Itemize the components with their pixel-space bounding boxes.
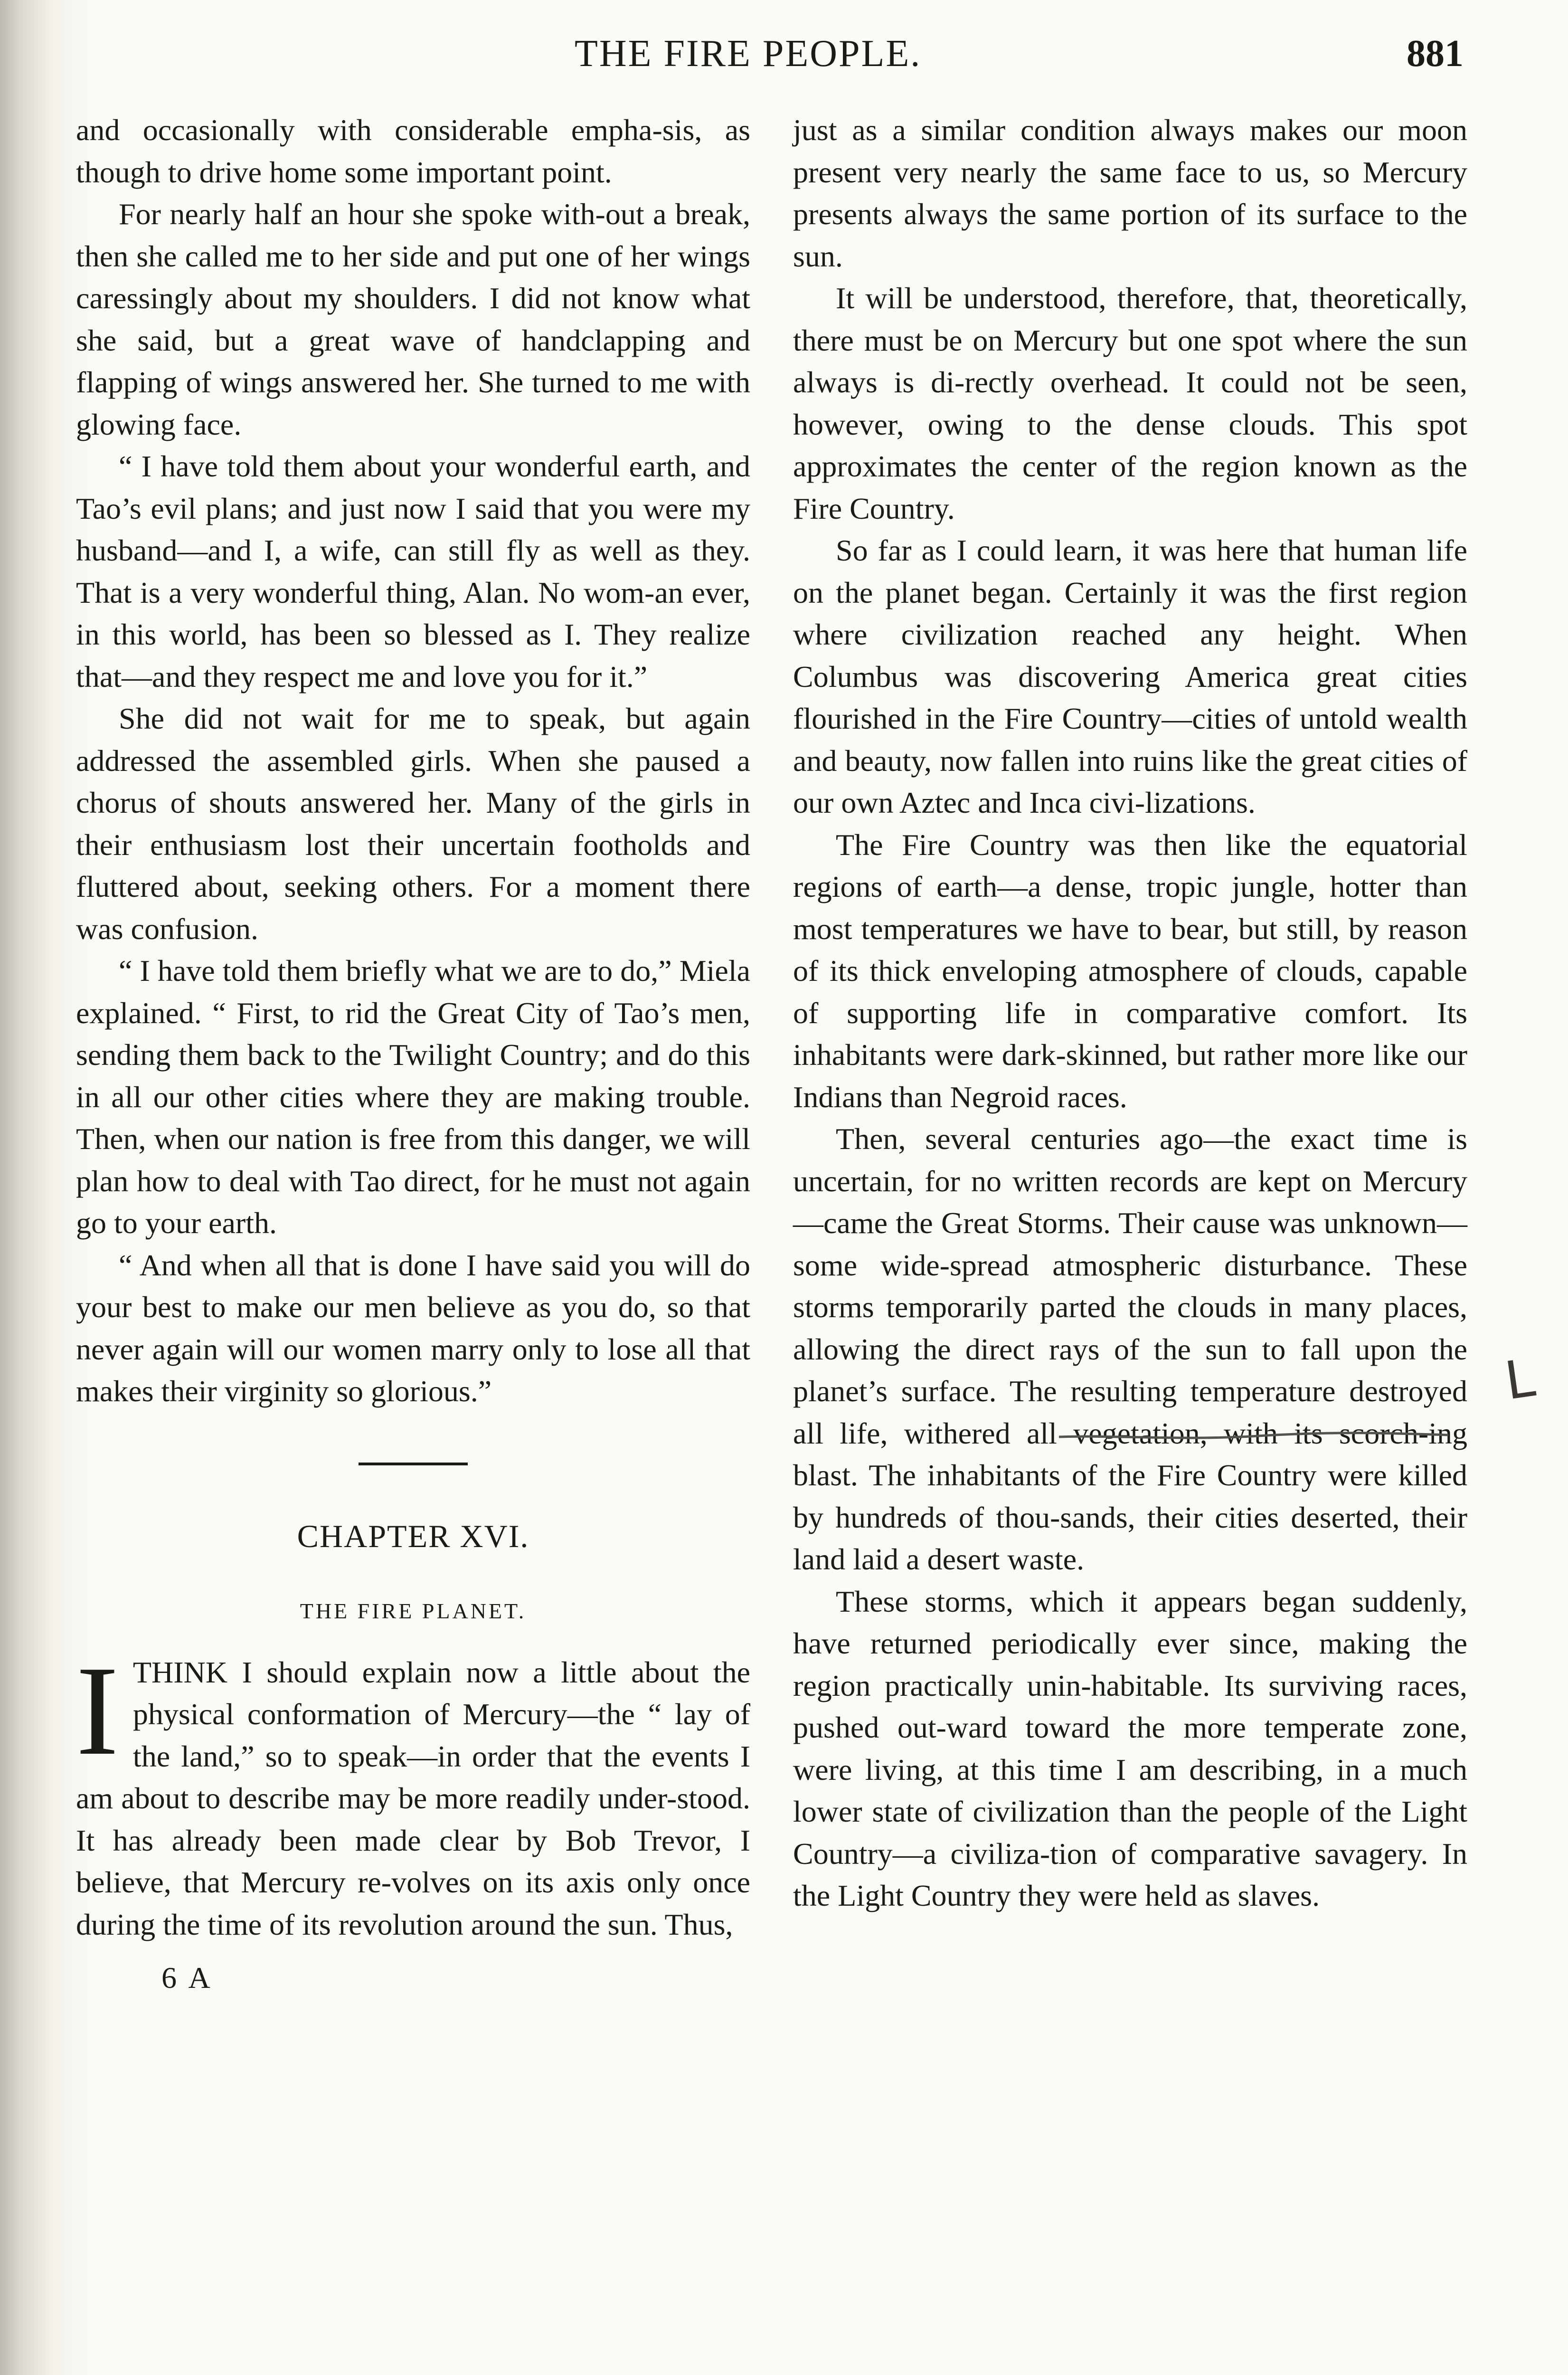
paragraph: So far as I could learn, it was here that human life on the planet began. Certainly it was the first region where civilization reached any height. When Columbus was discovering America great cities flourished in the Fire Country—cities of untold wealth and beauty, now fallen into ruins like the great cities of our own Aztec and Inca civi-lizations. (793, 533, 1467, 819)
paragraph: Then, several centuries ago—the exact time is uncertain, for no written records are kept on Mercury—came the Great Storms. Their cause was unknown—some wide-spread atmospheric disturbance. These storms temporarily parted the clouds in many places, allowing the direct rays of the sun to fall upon the planet’s surface. The resulting temperature destroyed all life, withered all vegetation, with its scorch-ing blast. The inhabitants of the Fire Country were killed by hundreds of thou-sands, their cities deserted, their land laid a desert waste. (793, 1122, 1467, 1576)
page-header (0, 28, 1568, 85)
running-head: THE FIRE PEOPLE. (575, 33, 922, 75)
page-number: 881 (1407, 33, 1464, 75)
chapter-title: CHAPTER XVI. (297, 1518, 529, 1554)
left-column (76, 109, 750, 1999)
paragraph: These storms, which it appears began suddenly, have returned periodically ever since, making the region practically unin-habitable. Its surviving races, pushed out-ward toward the more temperate zone, were living, at this time I am describing, in a much lower state of civilization than the people of the Light Country—a civiliza-tion of comparative savagery. In the Light Country they were held as slaves. (793, 1584, 1467, 1912)
paragraph-text: THINK I should explain now a little about the physical conformation of Mercury—the “ lay of the land,” so to speak—in order that the events I am about to describe may be more readily under-stood. It has already been made clear by Bob Trevor, I believe, that Mercury re-volves on its axis only once during the time of its revolution around the sun. Thus, (76, 1655, 750, 1941)
paragraph: She did not wait for me to speak, but again addressed the assembled girls. When she paused a chorus of shouts answered her. Many of the girls in their enthusiasm lost their uncertain footholds and fluttered about, seeking others. For a moment there was confusion. (76, 702, 750, 946)
paragraph: just as a similar condition always makes our moon present very nearly the same face to us, so Mercury presents always the same portion of its surface to the sun. (793, 113, 1467, 273)
chapter-subtitle: THE FIRE PLANET. (300, 1599, 527, 1623)
printer-signature-mark: 6 A (161, 1961, 213, 1995)
paragraph: The Fire Country was then like the equatorial regions of earth—a dense, tropic jungle, hotter than most temperatures we have to bear, but still, by reason of its thick enveloping atmosphere of clouds, capable of supporting life in comparative comfort. Its inhabitants were dark-skinned, but rather more like our Indians than Negroid races. (793, 827, 1467, 1114)
paragraph: For nearly half an hour she spoke with-out a break, then she called me to her side and put one of her wings caressingly about my shoulders. I did not know what she said, but a great wave of handclapping and flapping of wings answered her. She turned to me with glowing face. (76, 197, 750, 441)
paragraph: “ And when all that is done I have said you will do your best to make our men believe as you do, so that never again will our women marry only to lose all that makes their virginity so glorious.” (76, 1248, 750, 1408)
paragraph: “ I have told them about your wonderful earth, and Tao’s evil plans; and just now I said that you were my husband—and I, a wife, can still fly as well as they. That is a very wonderful thing, Alan. No wom-an ever, in this world, has been so blessed as I. They realize that—and they respect me and love you for it.” (76, 449, 750, 694)
right-column (793, 109, 1467, 1917)
handwritten-margin-note: L (1501, 1347, 1539, 1412)
chapter-opening-paragraph (76, 1639, 750, 1946)
paragraph: and occasionally with considerable empha-sis, as though to drive home some important point. (76, 113, 750, 189)
paragraph: It will be understood, therefore, that, theoretically, there must be on Mercury but one spot where the sun always is di-rectly overhead. It could not be seen, however, owing to the dense clouds. This spot approximates the center of the region known as the Fire Country. (793, 281, 1467, 525)
section-divider (359, 1463, 468, 1465)
paragraph: “ I have told them briefly what we are to do,” Miela explained. “ First, to rid the Great City of Tao’s men, sending them back to the Twilight Country; and do this in all our other cities where they are making trouble. Then, when our nation is free from this danger, we will plan how to deal with Tao direct, for he must not again go to your earth. (76, 954, 750, 1240)
pencil-underline-mark (1059, 1426, 1448, 1445)
drop-cap: I (76, 1639, 119, 1782)
